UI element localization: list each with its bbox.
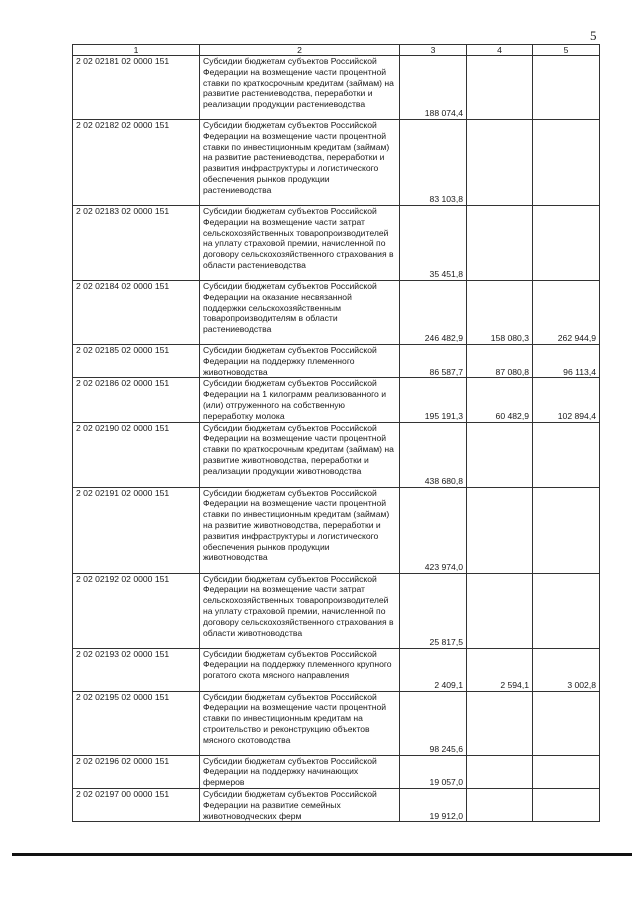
amount-col5-cell [533, 56, 600, 120]
description-cell: Субсидии бюджетам субъектов Российской Федерации на поддержку начинающих фермеров [200, 755, 400, 788]
budget-code-cell: 2 02 02196 02 0000 151 [73, 755, 200, 788]
budget-code-cell: 2 02 02190 02 0000 151 [73, 422, 200, 487]
amount-col5-cell [533, 206, 600, 281]
budget-code-cell: 2 02 02184 02 0000 151 [73, 281, 200, 345]
amount-col5-cell [533, 691, 600, 755]
budget-code-cell: 2 02 02191 02 0000 151 [73, 487, 200, 573]
column-header-4: 4 [467, 45, 533, 56]
table-row [73, 788, 600, 821]
amount-col3-cell: 188 074,4 [400, 56, 467, 120]
column-header-3: 3 [400, 45, 467, 56]
amount-col5-cell: 96 113,4 [533, 345, 600, 378]
amount-col3-cell: 86 587,7 [400, 345, 467, 378]
description-cell: Субсидии бюджетам субъектов Российской Федерации на возмещение части процентной ставки по краткосрочным кредитам (займам) на развитие растениеводства, переработки и реализации продукции растениеводства [200, 56, 400, 120]
amount-col3-cell: 423 974,0 [400, 487, 467, 573]
amount-col3-cell: 98 245,6 [400, 691, 467, 755]
amount-col4-cell: 2 594,1 [467, 648, 533, 691]
amount-col5-cell [533, 120, 600, 206]
page-footer-rule [12, 853, 632, 856]
table-row [73, 487, 600, 573]
amount-col4-cell [467, 487, 533, 573]
amount-col5-cell: 102 894,4 [533, 378, 600, 422]
table-row [73, 691, 600, 755]
table-row [73, 648, 600, 691]
description-cell: Субсидии бюджетам субъектов Российской Федерации на 1 килограмм реализованного и (или) отгруженного на собственную переработку молока [200, 378, 400, 422]
description-cell: Субсидии бюджетам субъектов Российской Федерации на возмещение части процентной ставки по краткосрочным кредитам (займам) на развитие животноводства, переработки и реализации продукции животноводства [200, 422, 400, 487]
column-header-5: 5 [533, 45, 600, 56]
description-cell: Субсидии бюджетам субъектов Российской Федерации на оказание несвязанной поддержки сельскохозяйственным товаропроизводителям в области растениеводства [200, 281, 400, 345]
budget-code-cell: 2 02 02185 02 0000 151 [73, 345, 200, 378]
amount-col4-cell [467, 422, 533, 487]
table-row [73, 378, 600, 422]
amount-col3-cell: 35 451,8 [400, 206, 467, 281]
amount-col5-cell: 262 944,9 [533, 281, 600, 345]
amount-col5-cell [533, 755, 600, 788]
description-cell: Субсидии бюджетам субъектов Российской Федерации на поддержку племенного крупного рогатого скота мясного направления [200, 648, 400, 691]
amount-col4-cell [467, 56, 533, 120]
description-cell: Субсидии бюджетам субъектов Российской Федерации на развитие семейных животноводческих ферм [200, 788, 400, 821]
table-row [73, 755, 600, 788]
budget-code-cell: 2 02 02183 02 0000 151 [73, 206, 200, 281]
description-cell: Субсидии бюджетам субъектов Российской Федерации на возмещение части процентной ставки по инвестиционным кредитам на строительство и реконструкцию объектов мясного скотоводства [200, 691, 400, 755]
table-row [73, 281, 600, 345]
budget-code-cell: 2 02 02195 02 0000 151 [73, 691, 200, 755]
table-row [73, 422, 600, 487]
amount-col4-cell [467, 120, 533, 206]
amount-col4-cell: 60 482,9 [467, 378, 533, 422]
amount-col4-cell [467, 691, 533, 755]
amount-col3-cell: 83 103,8 [400, 120, 467, 206]
amount-col3-cell: 246 482,9 [400, 281, 467, 345]
budget-code-cell: 2 02 02186 02 0000 151 [73, 378, 200, 422]
header-row [73, 45, 600, 56]
budget-code-cell: 2 02 02181 02 0000 151 [73, 56, 200, 120]
amount-col5-cell [533, 487, 600, 573]
table-row [73, 206, 600, 281]
table-row [73, 573, 600, 648]
column-header-1: 1 [73, 45, 200, 56]
budget-code-cell: 2 02 02197 00 0000 151 [73, 788, 200, 821]
budget-code-cell: 2 02 02192 02 0000 151 [73, 573, 200, 648]
description-cell: Субсидии бюджетам субъектов Российской Федерации на поддержку племенного животноводства [200, 345, 400, 378]
column-header-2: 2 [200, 45, 400, 56]
amount-col3-cell: 195 191,3 [400, 378, 467, 422]
table-row [73, 56, 600, 120]
amount-col4-cell [467, 755, 533, 788]
description-cell: Субсидии бюджетам субъектов Российской Федерации на возмещение части процентной ставки по инвестиционным кредитам (займам) на развитие растениеводства, переработки и развития инфраструктуры и логистического обеспечения рынков продукции растениеводства [200, 120, 400, 206]
description-cell: Субсидии бюджетам субъектов Российской Федерации на возмещение части затрат сельскохозяйственных товаропроизводителей на уплату страховой премии, начисленной по договору сельскохозяйственного страхования в области животноводства [200, 573, 400, 648]
amount-col3-cell: 19 912,0 [400, 788, 467, 821]
description-cell: Субсидии бюджетам субъектов Российской Федерации на возмещение части затрат сельскохозяйственных товаропроизводителей на уплату страховой премии, начисленной по договору сельскохозяйственного страхования в области растениеводства [200, 206, 400, 281]
budget-code-cell: 2 02 02182 02 0000 151 [73, 120, 200, 206]
amount-col3-cell: 2 409,1 [400, 648, 467, 691]
amount-col4-cell [467, 573, 533, 648]
amount-col5-cell [533, 422, 600, 487]
amount-col4-cell [467, 206, 533, 281]
amount-col4-cell [467, 788, 533, 821]
amount-col5-cell [533, 788, 600, 821]
amount-col3-cell: 25 817,5 [400, 573, 467, 648]
amount-col3-cell: 19 057,0 [400, 755, 467, 788]
amount-col3-cell: 438 680,8 [400, 422, 467, 487]
amount-col4-cell: 87 080,8 [467, 345, 533, 378]
table-row [73, 345, 600, 378]
budget-code-cell: 2 02 02193 02 0000 151 [73, 648, 200, 691]
amount-col5-cell [533, 573, 600, 648]
amount-col4-cell: 158 080,3 [467, 281, 533, 345]
budget-table [72, 44, 600, 822]
description-cell: Субсидии бюджетам субъектов Российской Федерации на возмещение части процентной ставки по инвестиционным кредитам (займам) на развитие животноводства, переработки и развития инфраструктуры и логистического обеспечения рынков продукции животноводства [200, 487, 400, 573]
amount-col5-cell: 3 002,8 [533, 648, 600, 691]
page-number: 5 [590, 28, 597, 43]
table-row [73, 120, 600, 206]
